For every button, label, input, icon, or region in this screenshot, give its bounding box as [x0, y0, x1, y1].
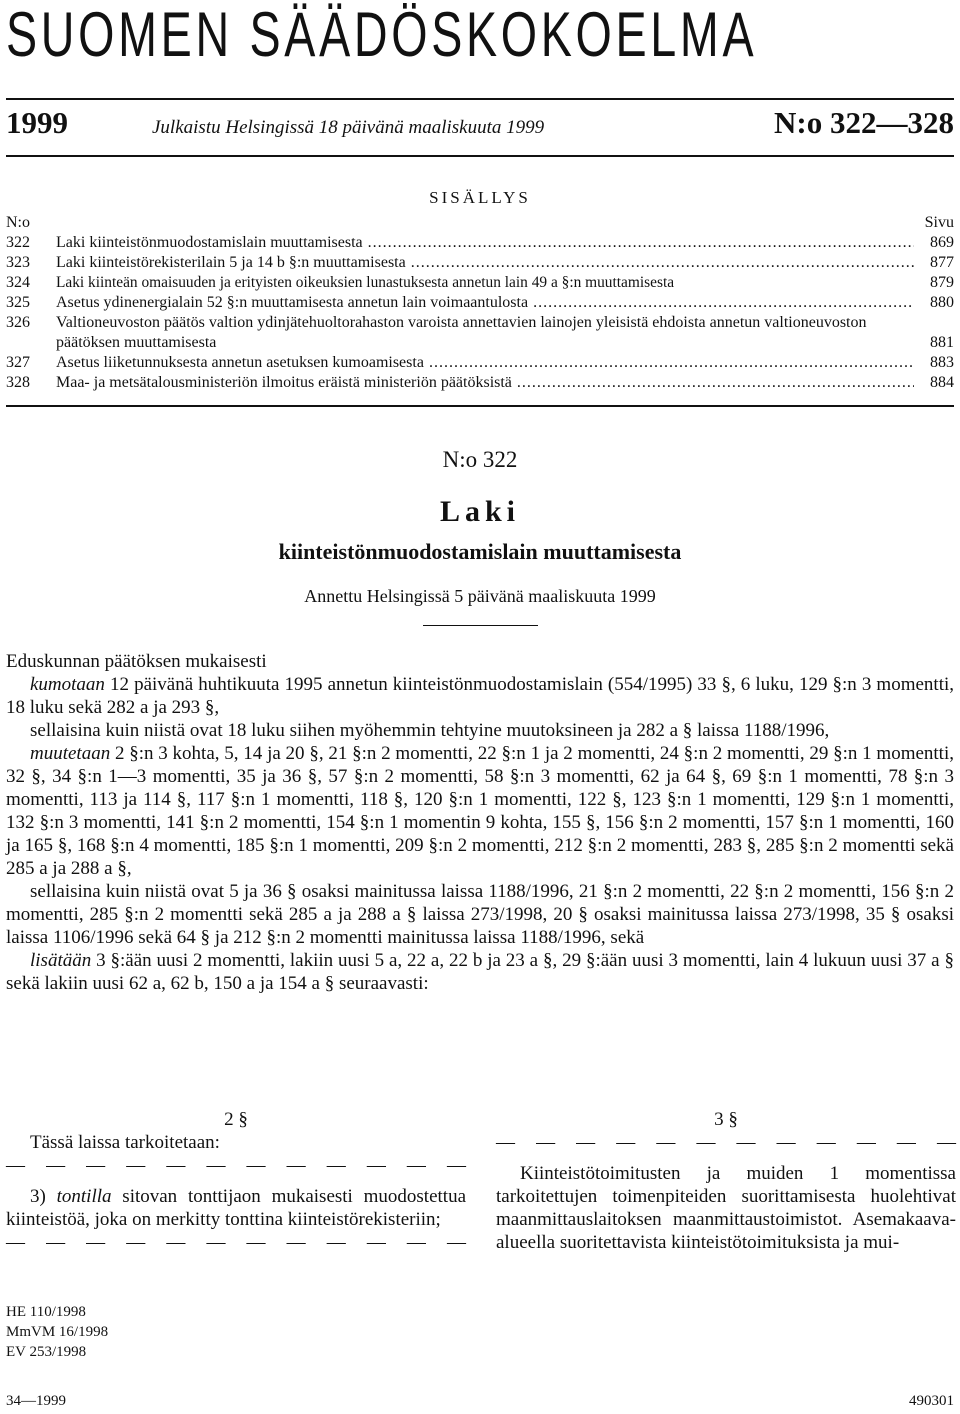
omission-dashes: — — — — — — — — — — — —	[6, 1232, 466, 1253]
issue-year: 1999	[6, 105, 68, 140]
act-body	[6, 650, 954, 995]
section-intro: Tässä laissa tarkoitetaan:	[30, 1132, 220, 1153]
act-title: kiinteistönmuodostamislain muuttamisesta	[278, 539, 682, 564]
document-page	[6, 0, 954, 1414]
toc-page: 884	[930, 374, 954, 391]
footer-code: 34—1999	[6, 1393, 66, 1409]
toc-col-page: Sivu	[924, 214, 954, 231]
add-clause: lisätään 3 §:ään uusi 2 momentti, lakiin uusi 5 a, 22 a, 22 b ja 23 a §, 29 §:ään uusi 3 momentti, lain 4 lukuun uusi 37 a § sekä lakiin uusi 62 a, 62 b, 150 a ja 154 a § seuraavasti:	[6, 950, 954, 994]
defined-term: tontilla	[56, 1186, 112, 1207]
amend-clause: muutetaan 2 §:n 3 kohta, 5, 14 ja 20 §, 21 §:n 2 momentti, 22 §:n 1 ja 2 momentti, 24 §:n 2 momentti, 29 §:n 1 momentti, 32 §, 34 §:n 1—3 momentti, 35 ja 36 §, 57 §:n 2 momentti, 58 §:n 3 momentti, 62 ja 64 §, 69 §:n 1 momentti, 78 §:n 3 momentti, 113 ja 114 §, 117 §:n 1 momentti, 118 §, 120 §:n 1 momentti, 122 §, 123 §:n 1 momentti, 129 §:n 1 momentti, 132 §:n 3 momentti, 141 §:n 2 momentti, 154 §:n 1 momentin 9 kohta, 155 §, 156 §:n 2 momentti, 157 §:n 1 momentti, 160 ja 165 §, 168 §:n 4 momentti, 185 §:n 1 momentti, 209 §:n 2 momentti, 212 §:n 2 momentti, 283 §, 285 §:n 2 momentti sekä 285 a ja 288 a §,	[6, 743, 954, 879]
toc-row[interactable]	[6, 273, 954, 293]
act-number: N:o 322	[442, 447, 518, 472]
reference-item: HE 110/1998	[6, 1304, 86, 1320]
right-column	[496, 1108, 956, 1254]
toc-row[interactable]	[6, 253, 954, 273]
left-column	[6, 1108, 466, 1254]
keyword-lisataan: lisätään	[30, 950, 92, 971]
omission-dashes: — — — — — — — — — — — —	[6, 1155, 466, 1176]
toc-header	[6, 213, 954, 233]
masthead-rule	[6, 98, 954, 100]
toc-row[interactable]	[6, 373, 954, 393]
toc-text: Maa- ja metsätalousministeriön ilmoitus eräistä ministeriön päätöksistä	[56, 374, 512, 391]
toc-page: 881	[930, 334, 954, 351]
toc-page: 880	[930, 294, 954, 311]
toc-page: 879	[930, 274, 954, 291]
keyword-muutetaan: muutetaan	[30, 743, 111, 764]
section-heading: 2 §	[224, 1109, 248, 1130]
repeal-clause: kumotaan 12 päivänä huhtikuuta 1995 annetun kiinteistönmuodostamislain (554/1995) 33 §, 6 luku, 129 §:n 3 momentti, 18 luku sekä 282 a ja 293 §,	[6, 674, 954, 718]
issue-numbers: N:o 322—328	[774, 105, 954, 140]
toc-row[interactable]	[6, 293, 954, 313]
act-divider	[423, 625, 538, 626]
toc-no: 324	[6, 274, 30, 291]
issue-line	[6, 105, 954, 145]
toc-row[interactable]	[6, 233, 954, 253]
toc-text: Laki kiinteistörekisterilain 5 ja 14 b §:n muuttamisesta	[56, 254, 406, 271]
act-type: Laki	[439, 495, 521, 528]
definition-item: 3) tontilla sitovan tonttijaon mukaisesti muodostettua kiinteistöä, joka on merkitty tonttina kiinteistörekisteriin;	[6, 1186, 466, 1230]
omission-dashes: — — — — — — — — — — — —	[496, 1132, 956, 1153]
toc-no: 322	[6, 234, 30, 251]
table-of-contents	[6, 213, 954, 393]
toc-no: 326	[6, 314, 30, 331]
toc-text: Laki kiinteistönmuodostamislain muuttamisesta	[56, 234, 363, 251]
contents-title: SISÄLLYS	[429, 188, 531, 207]
section-heading: 3 §	[714, 1109, 738, 1130]
toc-page: 883	[930, 354, 954, 371]
toc-row[interactable]	[6, 353, 954, 373]
act-date: Annettu Helsingissä 5 päivänä maaliskuuta 1999	[304, 586, 656, 606]
footer-number: 490301	[909, 1393, 954, 1409]
issue-rule	[6, 155, 954, 157]
reference-item: MmVM 16/1998	[6, 1324, 109, 1340]
toc-text: Asetus liiketunnuksesta annetun asetuksen kumoamisesta	[56, 354, 424, 371]
toc-no: 328	[6, 374, 30, 391]
reference-item: EV 253/1998	[6, 1344, 87, 1360]
toc-rule	[6, 405, 954, 407]
toc-col-no: N:o	[6, 214, 30, 231]
toc-row[interactable]	[6, 313, 954, 353]
toc-no: 327	[6, 354, 30, 371]
publication-date: Julkaistu Helsingissä 18 päivänä maaliskuuta 1999	[152, 117, 545, 138]
preamble: Eduskunnan päätöksen mukaisesti	[6, 651, 267, 672]
legislative-references	[6, 1302, 108, 1362]
amend-note: sellaisina kuin niistä ovat 5 ja 36 § osaksi mainitussa laissa 1188/1996, 21 §:n 2 momentti, 22 §:n 2 momentti, 156 §:n 2 momentti, 285 §:n 2 momentti sekä 285 a ja 288 a § laissa 273/1998, 20 § osaksi mainitussa laissa 273/1998, 35 § osaksi laissa 1106/1996 sekä 64 § ja 212 §:n 2 momentti mainitussa laissa 1188/1996, sekä	[6, 881, 954, 948]
toc-page: 869	[930, 234, 954, 251]
masthead: SUOMEN SÄÄDÖSKOKOELMA	[6, 0, 758, 70]
toc-no: 323	[6, 254, 30, 271]
section-text: Kiinteistötoimitusten ja muiden 1 momentissa tarkoitettujen toimenpiteiden suorittamisesta huolehtivat maanmittauslaitoksen maanmittaustoimistot. Asemakaava-alueella suoritettavista kiinteistötoimituksista ja mui-	[496, 1163, 956, 1253]
toc-text: Asetus ydinenergialain 52 §:n muuttamisesta annetun lain voimaantulosta	[56, 294, 529, 311]
keyword-kumotaan: kumotaan	[30, 674, 105, 695]
toc-text: Laki kiinteän omaisuuden ja erityisten oikeuksien lunastuksesta annetun lain 49 a §:n muuttamisesta	[56, 274, 675, 291]
repeal-note: sellaisina kuin niistä ovat 18 luku siihen myöhemmin tehtyine muutoksineen ja 282 a § laissa 1188/1996,	[30, 720, 830, 741]
toc-text: Valtioneuvoston päätös valtion ydinjätehuoltorahaston varoista annettavien lainojen yleisistä ehdoista annetun valtioneuvoston päätöksen muuttamisesta	[56, 314, 867, 351]
toc-no: 325	[6, 294, 30, 311]
toc-page: 877	[930, 254, 954, 271]
